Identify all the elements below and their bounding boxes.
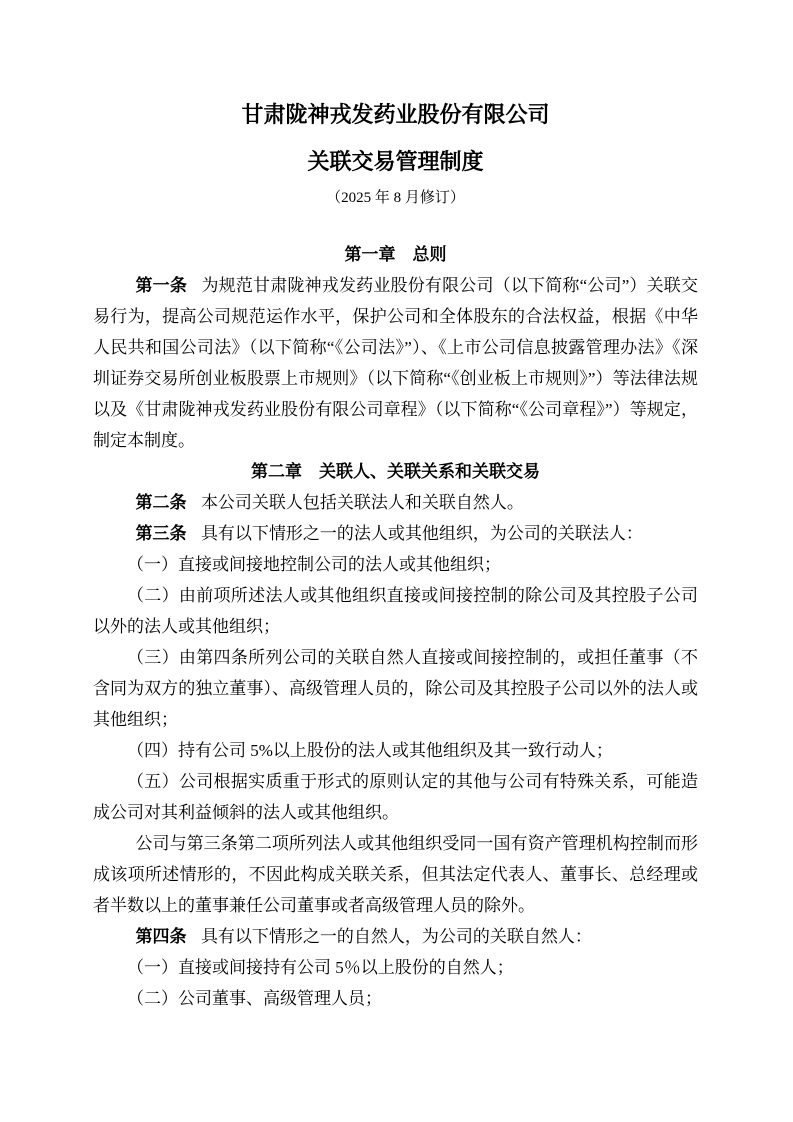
list-item-paragraph: （二）公司董事、高级管理人员； <box>127 989 382 1008</box>
article-paragraph <box>93 921 698 952</box>
chapter-heading: 第一章 总则 <box>344 245 447 264</box>
article-number: 第三条 <box>135 524 187 543</box>
article-text: 为规范甘肃陇神戎发药业股份有限公司（以下简称“公司”）关联交易行为，提高公司规范运作水平，保护公司和全体股东的合法权益，根据《中华人民共和国公司法》（以下简称“《公司法》”）、《上市公司信息披露管理办法》《深圳证券交易所创业板股票上市规则》（以下简称“《创业板上市规则》”）等法律法规以及《甘肃陇神戎发药业股份有限公司章程》（以下简称“《公司章程》”）等规定，制定本制度。 <box>93 276 698 450</box>
list-item-paragraph: （四）持有公司 5%以上股份的法人或其他组织及其一致行动人； <box>127 741 613 760</box>
chapter-heading: 第二章 关联人、关联关系和关联交易 <box>251 462 540 481</box>
article-number: 第二条 <box>135 493 187 512</box>
list-item-paragraph: （一）直接或间接地控制公司的法人或其他组织； <box>127 555 501 574</box>
article-number: 第四条 <box>135 927 187 946</box>
article-paragraph <box>93 518 698 549</box>
list-item-paragraph: （五）公司根据实质重于形式的原则认定的其他与公司有特殊关系，可能造成公司对其利益倾斜的法人或其他组织。 <box>93 772 698 822</box>
article-text: 具有以下情形之一的自然人，为公司的关联自然人： <box>200 927 592 946</box>
list-item-paragraph: （二）由前项所述法人或其他组织直接或间接控制的除公司及其控股子公司以外的法人或其他组织； <box>93 586 698 636</box>
revision-note: （2025 年 8 月修订） <box>326 190 465 206</box>
list-item-paragraph: （一）直接或间接持有公司 5％以上股份的自然人； <box>127 958 514 977</box>
article-paragraph <box>93 270 698 456</box>
article-paragraph <box>93 487 698 518</box>
body-paragraph: 公司与第三条第二项所列法人或其他组织受同一国有资产管理机构控制而形成该项所述情形的，不因此构成关联关系，但其法定代表人、董事长、总经理或者半数以上的董事兼任公司董事或者高级管理人员的除外。 <box>93 834 698 915</box>
document-sections <box>93 239 698 1014</box>
document-title: 甘肃陇神戎发药业股份有限公司 <box>241 102 550 127</box>
article-text: 具有以下情形之一的法人或其他组织，为公司的关联法人： <box>200 524 643 543</box>
article-text: 本公司关联人包括关联法人和关联自然人。 <box>200 493 524 512</box>
document-subtitle: 关联交易管理制度 <box>307 149 484 174</box>
list-item-paragraph: （三）由第四条所列公司的关联自然人直接或间接控制的，或担任董事（不含同为双方的独立董事）、高级管理人员的，除公司及其控股子公司以外的法人或其他组织； <box>93 648 698 729</box>
article-number: 第一条 <box>135 276 188 295</box>
